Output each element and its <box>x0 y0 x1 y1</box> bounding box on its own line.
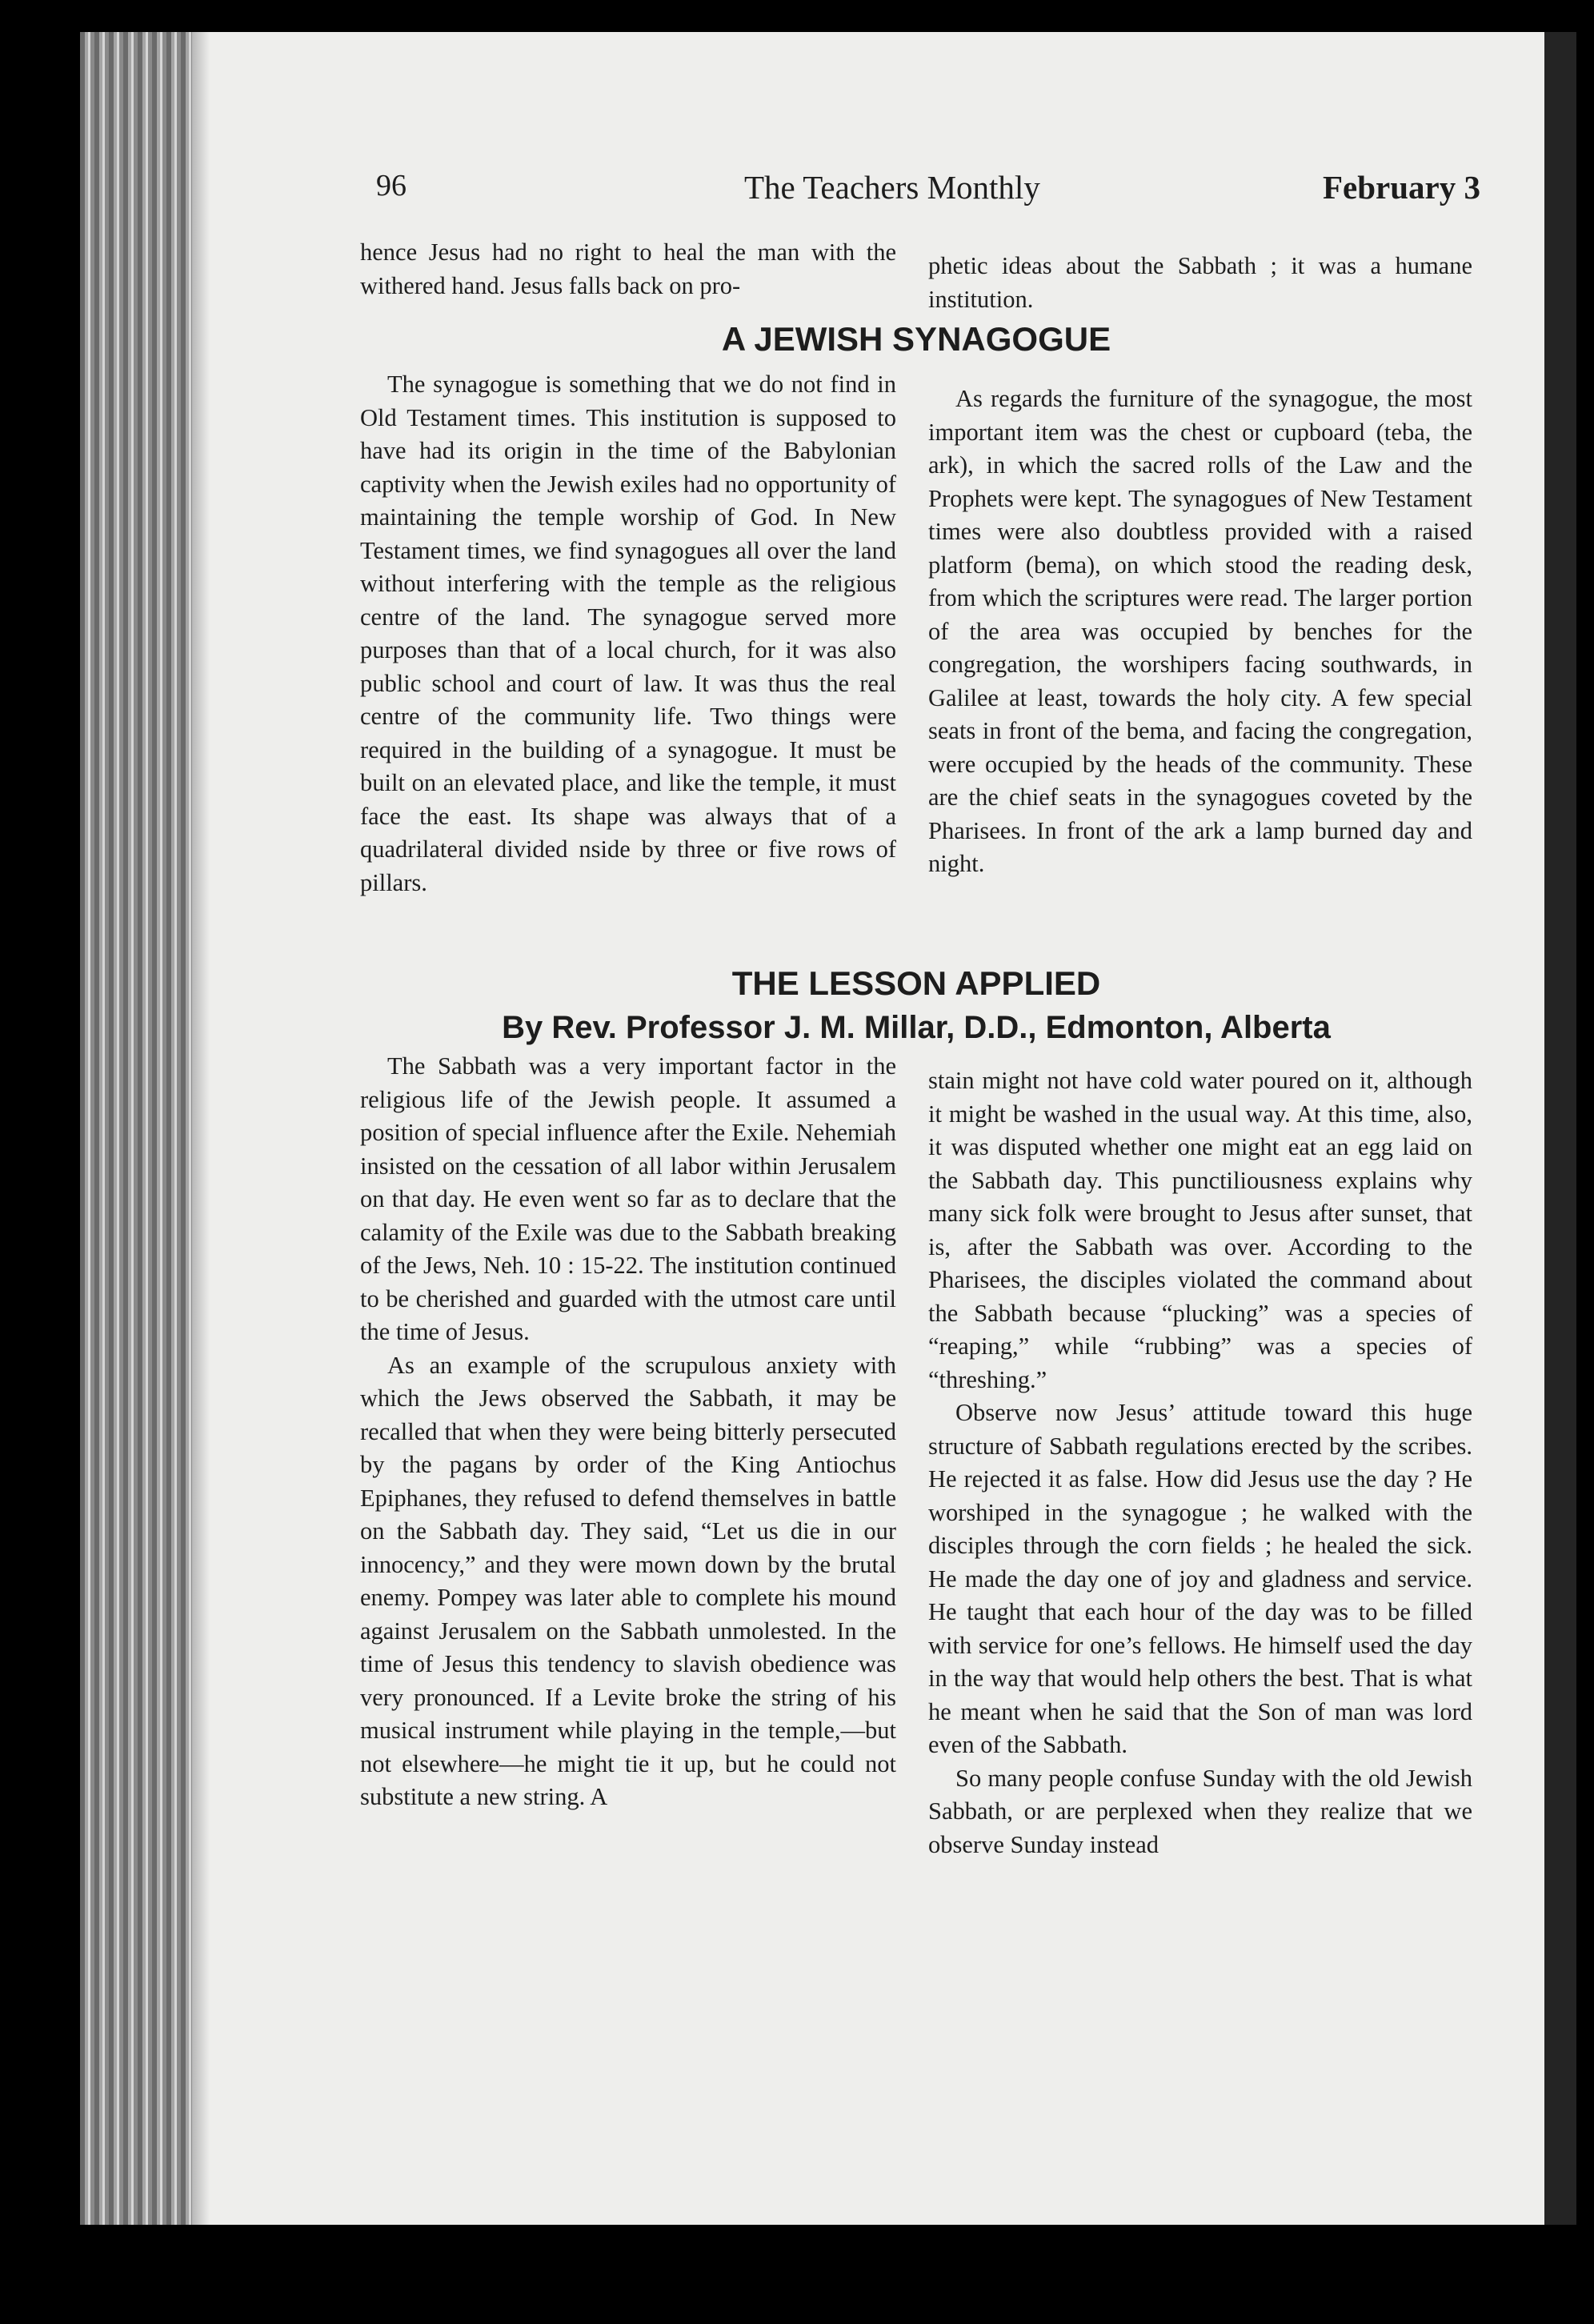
lesson-heading: THE LESSON APPLIED <box>731 964 1101 1002</box>
lesson-left-paragraph-2: As an example of the scrupulous anxiety with which the Jews observed the Sabbath, it may be recalled that when they were being bitterly persecuted by the pagans by order of the King Antiochus Epiphanes, they refused to defend themselves in battle on the Sabbath day. They said, “Let us die in our innocency,” and they were mown down by the brutal enemy. Pompey was later able to complete his mound against Jerusalem on the Sabbath unmolested. In the time of Jesus this tendency to slavish obedience was very pronounced. If a Levite broke the string of his musical instrument while playing in the temple,—but not elsewhere—he might tie it up, but he could not substitute a new string. A <box>360 1351 896 1810</box>
intro-left-text: hence Jesus had no right to heal the man with the withered hand. Jesus falls back on pro- <box>360 238 896 299</box>
page-number: 96 <box>376 169 407 202</box>
intro-right-text: phetic ideas about the Sabbath ; it was a humane institution. <box>928 252 1472 313</box>
synagogue-heading: A JEWISH SYNAGOGUE <box>721 320 1111 358</box>
lesson-right-paragraph-1: stain might not have cold water poured on it, although it might be washed in the usual way. At this time, also, it was disputed whether one might eat an egg laid on the Sabbath day. This punctiliousness explains why many sick folk were brought to Jesus after sunset, that is, after the Sabbath was over. According to the Pharisees, the disciples violated the command about the Sabbath because “plucking” was a species of “reaping,” while “rubbing” was a species of “threshing.” <box>928 1067 1472 1393</box>
issue-date: February 3 <box>1323 169 1480 206</box>
lesson-left-paragraph-1: The Sabbath was a very important factor in the religious life of the Jewish people. It assumed a position of special influence after the Exile. Nehemiah insisted on the cessation of all labor within Jerusalem on that day. He even went so far as to declare that the calamity of the Exile was due to the Sabbath breaking of the Jews, Neh. 10 : 15-22. The institution continued to be cherished and guarded with the utmost care until the time of Jesus. <box>360 1052 896 1345</box>
synagogue-left-column <box>360 368 896 900</box>
synagogue-right-paragraph: As regards the furniture of the synagogue, the most important item was the chest or cupboard (teba, the ark), in which the sacred rolls of the Law and the Prophets were kept. The synagogues of New Testament times were also doubtless provided with a raised platform (bema), on which stood the reading desk, from which the scriptures were read. The larger portion of the area was occupied by benches for the congregation, the worshipers facing southwards, in Galilee at least, towards the holy city. A few special seats in front of the bema, and facing the congregation, were occupied by the heads of the community. These are the chief seats in the synagogues coveted by the Pharisees. In front of the ark a lamp burned day and night. <box>928 385 1472 877</box>
running-header <box>376 168 1480 224</box>
intro-left-column <box>360 236 896 303</box>
lesson-right-column <box>928 1064 1472 1861</box>
synagogue-left-paragraph: The synagogue is something that we do not find in Old Testament times. This institution is supposed to have had its origin in the time of the Babylonian captivity when the Jewish exiles had no opportunity of maintaining the temple worship of God. In New Testament times, we find synagogues all over the land without interfering with the temple as the religious centre of the land. The synagogue served more purposes than that of a local church, for it was also public school and court of law. It was thus the real centre of the community life. Two things were required in the building of a synagogue. It must be built on an elevated place, and like the temple, it must face the east. Its shape was always that of a quadrilateral divided nside by three or five rows of pillars. <box>360 371 896 896</box>
publication-title: The Teachers Monthly <box>744 169 1040 206</box>
lesson-right-paragraph-2: Observe now Jesus’ attitude toward this huge structure of Sabbath regulations erected by the scribes. He rejected it as false. How did Jesus use the day ? He worshiped in the synagogue ; he walked with the disciples through the corn fields ; he healed the sick. He made the day one of joy and gladness and service. He taught that each hour of the day was to be filled with service for one’s fellows. He himself used the day in the way that would help others the best. That is what he meant when he said that the Son of man was lord even of the Sabbath. <box>928 1399 1472 1758</box>
binding-shadow <box>192 32 210 2225</box>
book-binding <box>80 32 192 2225</box>
lesson-byline: By Rev. Professor J. M. Millar, D.D., Edmonton, Alberta <box>502 1010 1331 1045</box>
synagogue-right-column <box>928 383 1472 881</box>
page-edge-shadow <box>1544 32 1576 2225</box>
intro-right-column <box>928 250 1472 316</box>
lesson-right-paragraph-3: So many people confuse Sunday with the old Jewish Sabbath, or are perplexed when they realize that we observe Sunday instead <box>928 1764 1472 1858</box>
lesson-left-column <box>360 1050 896 1814</box>
